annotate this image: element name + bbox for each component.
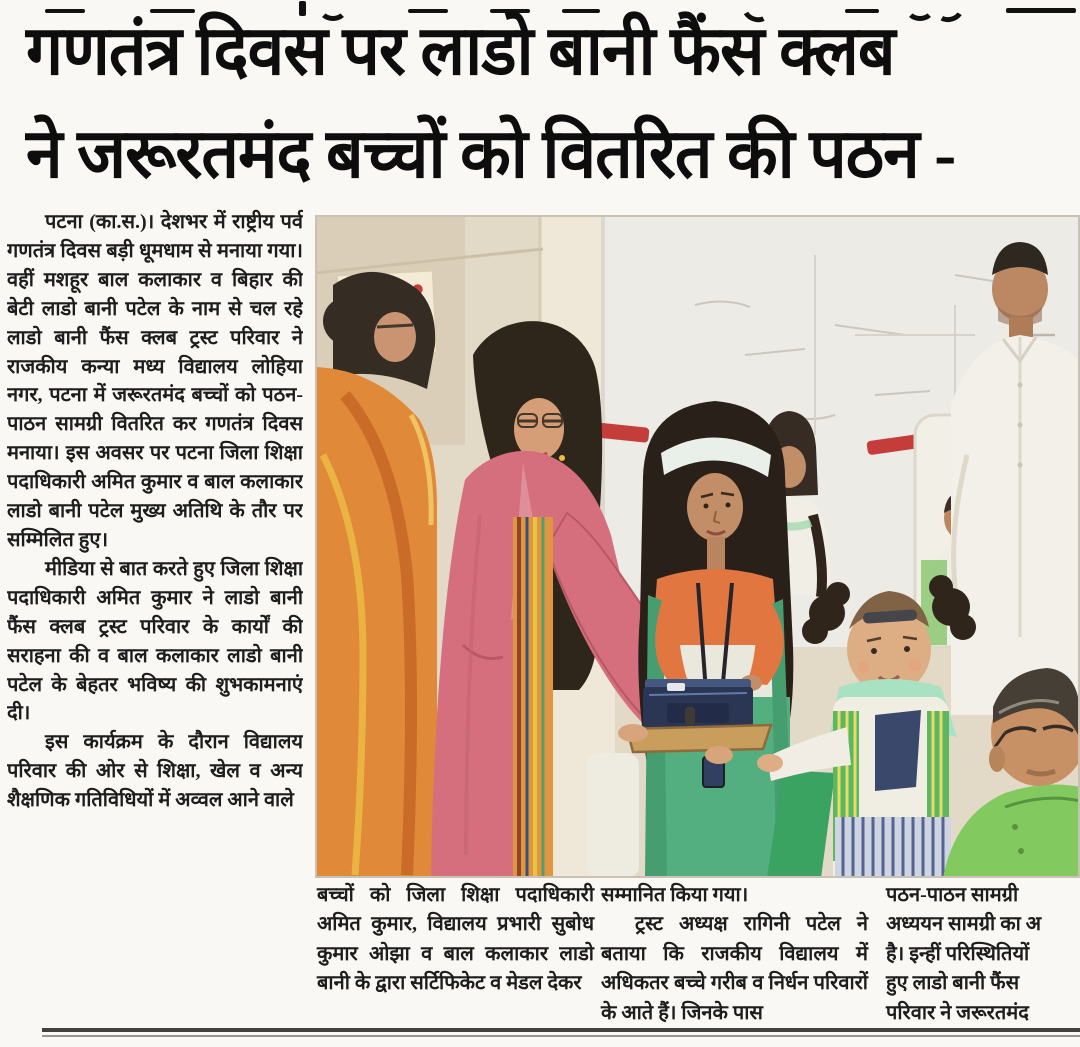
caption-line: अध्ययन सामग्री का अ [886,913,1042,936]
caption-column-3 [886,881,1080,1028]
news-photo [315,215,1080,878]
article-paragraph: पटना (का.स.)। देशभर में राष्ट्रीय पर्व गणतंत्र दिवस बड़ी धूमधाम से मनाया गया। वहीं मशहूर बाल कलाकार व बिहार की बेटी लाडो बानी पटेल के नाम से चल रहे लाडो बानी फैंस क्लब ट्रस्ट परिवार ने राजकीय कन्या मध्य विद्यालय लोहिया नगर, पटना में जरूरतमंद बच्चों को पठन-पाठन सामग्री वितरित कर गणतंत्र दिवस मनाया। इस अवसर पर पटना जिला शिक्षा पदाधिकारी अमित कुमार व बाल कलाकार लाडो बानी पटेल मुख्य अतिथि के तौर पर सम्मिलित हुए। [7,211,303,551]
caption-line: है। इन्हीं परिस्थितियों [886,942,1030,965]
caption-column-1 [317,881,594,999]
headline [26,0,1080,206]
article-paragraph: इस कार्यक्रम के दौरान विद्यालय परिवार की ओर से शिक्षा, खेल व अन्य शैक्षणिक गतिविधियों में अव्वल आने वाले [7,731,303,812]
bottom-rule [42,1028,1080,1037]
article-body-column [7,208,303,1026]
caption-text: ट्रस्ट अध्यक्ष रागिनी पटेल ने बताया कि राजकीय विद्यालय में अधिकतर बच्चे गरीब व निर्धन परिवारों के आते हैं। जिनके पास [601,913,868,1024]
caption-text: बच्चों को जिला शिक्षा पदाधिकारी अमित कुमार, विद्यालय प्रभारी सुबोध कुमार ओझा व बाल कलाकार लाडो बानी के द्वारा सर्टिफिकेट व मेडल देकर [317,884,594,995]
article-paragraph: मीडिया से बात करते हुए जिला शिक्षा पदाधिकारी अमित कुमार ने लाडो बानी फैंस क्लब ट्रस्ट परिवार के कार्यों की सराहना की व बाल कलाकार लाडो बानी पटेल के बेहतर भविष्य की शुभकामनाएं दी। [7,557,303,725]
caption-column-2 [601,881,868,1028]
headline-line2: ने जरूरतमंद बच्चों को वितरित की पठन - [26,116,956,193]
headline-line1: गणतंत्र दिवस पर लाडो बानी फैंस क्लब [26,13,895,90]
caption-line: हुए लाडो बानी फैंस [886,972,1020,995]
caption-text: सम्मानित किया गया। [601,884,749,906]
caption-line: परिवार ने जरूरतमंद [886,1001,1029,1024]
caption-line: पठन-पाठन सामग्री [886,884,1019,906]
